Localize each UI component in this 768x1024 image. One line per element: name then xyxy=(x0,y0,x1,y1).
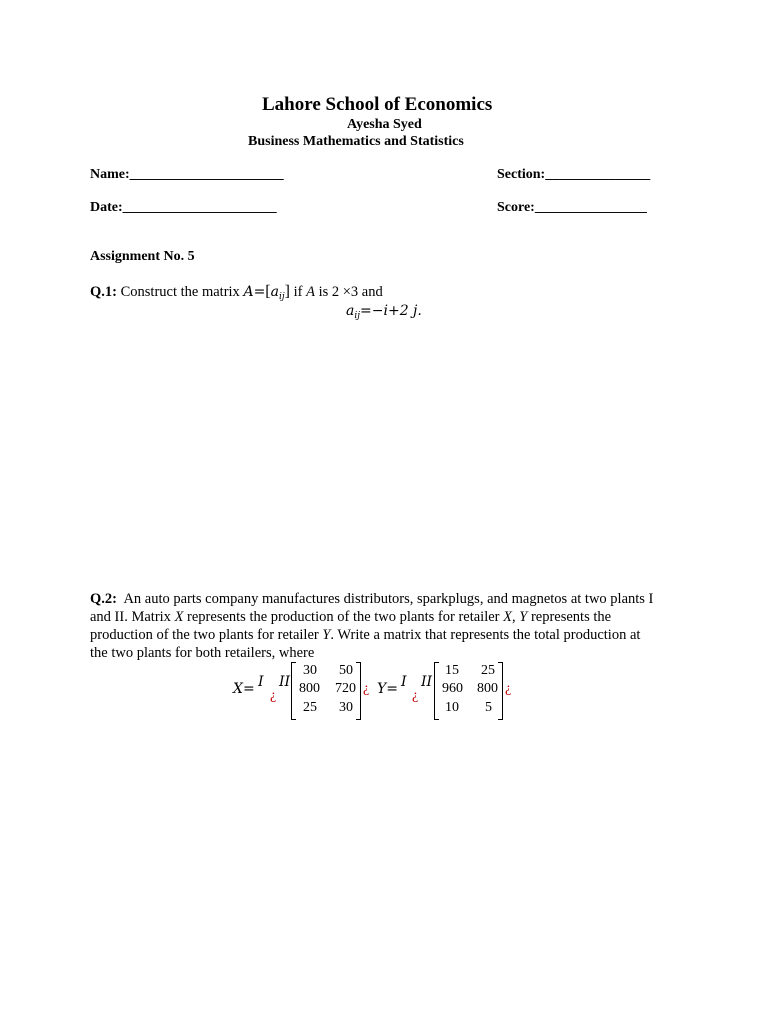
question-1: Q.1: Construct the matrix $A=[a_{ij}]$ if A is 2 ×3 and xyxy=(90,283,383,302)
subscript-ij: ij xyxy=(278,292,285,302)
q2-label: Q.2: xyxy=(90,591,117,607)
formula-a: a xyxy=(346,303,355,319)
q2-line-2: and II. Matrix X represents the production of the two plants for retailer X, Y represents the xyxy=(90,609,612,625)
matrix-x-cell: 30 xyxy=(303,663,317,678)
q1-text: Construct the matrix xyxy=(120,284,240,300)
matrix-y-inv-mark-1: ¿ xyxy=(412,688,419,703)
course-name: Business Mathematics and Statistics xyxy=(248,134,464,149)
q2-line-4: the two plants for both retailers, where xyxy=(90,645,315,661)
matrix-x-label: X= xyxy=(233,681,255,697)
matrix-x-cell: 25 xyxy=(303,700,317,715)
matrix-y-cell: 5 xyxy=(485,700,492,715)
matrix-y-col2-header: II xyxy=(421,674,433,690)
matrix-y-label: Y= xyxy=(377,681,398,697)
q1-if: if xyxy=(293,284,303,300)
formula-subscript: ij xyxy=(354,311,361,321)
equals-sign: = xyxy=(253,284,266,300)
matrix-y-col1-header: I xyxy=(401,674,407,690)
q1-dimension-text: is 2 ×3 and xyxy=(318,284,383,300)
q1-label: Q.1: xyxy=(90,284,117,300)
formula-rhs: =−i+2 j. xyxy=(360,303,422,319)
score-field: Score:________________ xyxy=(497,200,647,215)
matrix-y-cell: 10 xyxy=(445,700,459,715)
matrix-x-col1-header: I xyxy=(258,674,264,690)
matrix-y-cell: 800 xyxy=(477,681,498,696)
matrix-x-right-bracket xyxy=(356,662,361,720)
instructor-name: Ayesha Syed xyxy=(347,117,422,132)
q2-line-3: production of the two plants for retailer Y. Write a matrix that represents the total production at xyxy=(90,627,641,643)
matrix-y-right-bracket xyxy=(498,662,503,720)
matrix-x-inv-mark-2: ¿ xyxy=(363,681,370,696)
assignment-heading: Assignment No. 5 xyxy=(90,249,195,264)
q2-line-1: Q.2: An auto parts company manufactures distributors, sparkplugs, and magnetos at two plants I xyxy=(90,591,654,607)
section-field: Section:_______________ xyxy=(497,167,651,182)
matrix-x-cell: 50 xyxy=(339,663,353,678)
matrix-y-inv-mark-2: ¿ xyxy=(505,681,512,696)
matrix-y-cell: 960 xyxy=(442,681,463,696)
name-field: Name:______________________ xyxy=(90,167,284,182)
matrix-a-symbol: A xyxy=(243,284,254,300)
element-a: a xyxy=(270,284,279,300)
matrix-x-cell: 800 xyxy=(299,681,320,696)
date-field: Date:______________________ xyxy=(90,200,277,215)
matrix-x-cell: 720 xyxy=(335,681,356,696)
school-title: Lahore School of Economics xyxy=(262,94,493,115)
q1-matrix-name: A xyxy=(306,284,315,300)
matrix-x-inv-mark-1: ¿ xyxy=(270,688,277,703)
question-2 xyxy=(90,590,690,662)
matrix-y-cell: 25 xyxy=(481,663,495,678)
matrix-x-cell: 30 xyxy=(339,700,353,715)
matrix-y-cell: 15 xyxy=(445,663,459,678)
matrix-x-col2-header: II xyxy=(279,674,291,690)
q1-formula xyxy=(346,302,422,325)
